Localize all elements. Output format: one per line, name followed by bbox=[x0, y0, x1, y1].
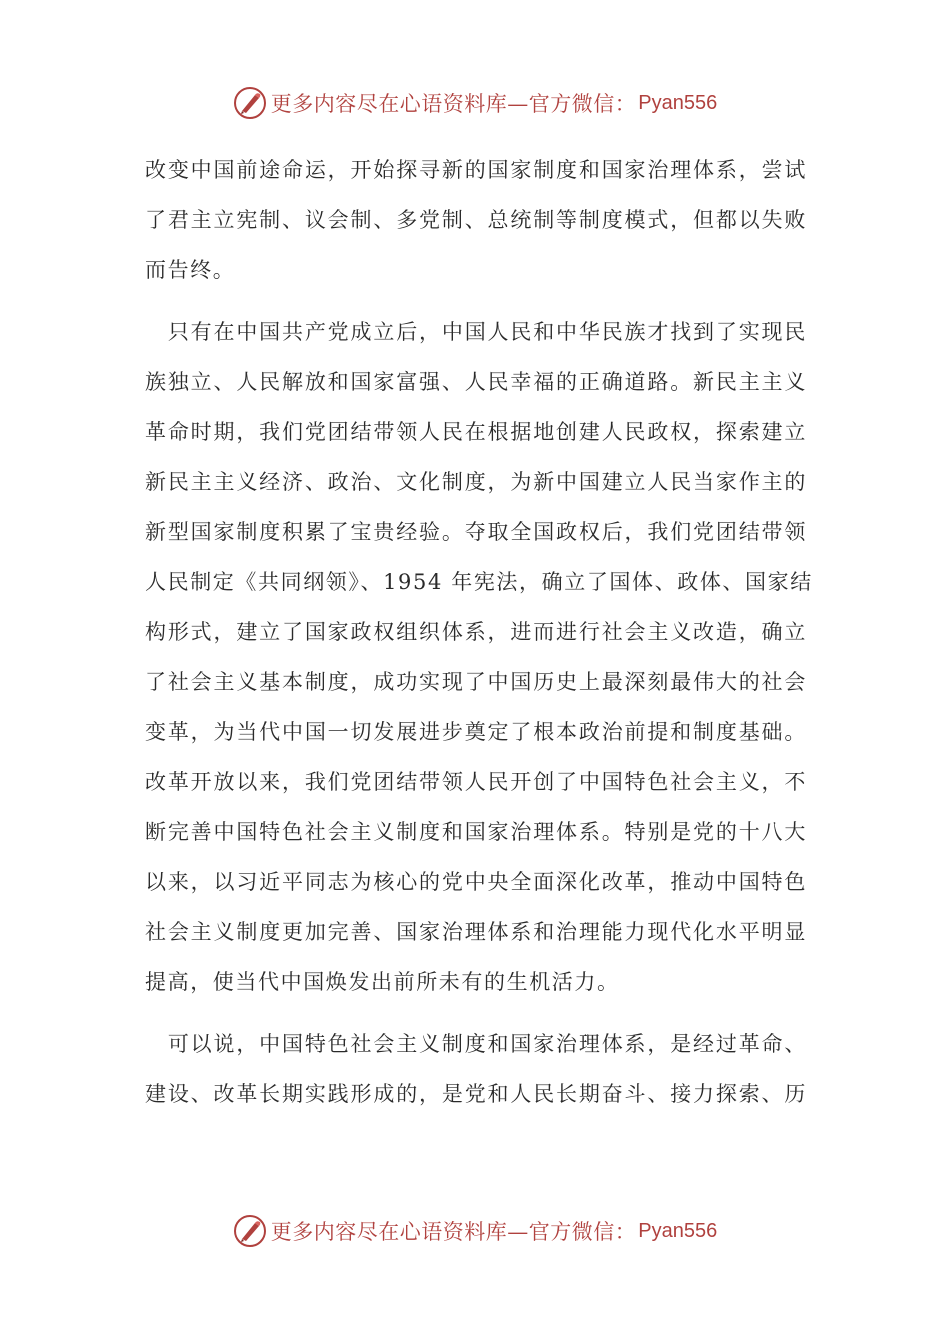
footer-brand-text: 更多内容尽在心语资料库—官方微信： bbox=[270, 1220, 637, 1244]
footer-banner bbox=[0, 1211, 950, 1251]
text-line: 只有在中国共产党成立后，中国人民和中华民族才找到了实现民 bbox=[145, 320, 807, 344]
text-line: 新民主主义经济、政治、文化制度，为新中国建立人民当家作主的 bbox=[145, 470, 807, 494]
header-wechat-id: Pyan556 bbox=[638, 91, 718, 114]
text-line: 建设、改革长期实践形成的，是党和人民长期奋斗、接力探索、历 bbox=[145, 1082, 807, 1106]
paragraph-1 bbox=[145, 145, 807, 295]
text-line: 变革，为当代中国一切发展进步奠定了根本政治前提和制度基础。 bbox=[145, 720, 807, 744]
text-line: 新型国家制度积累了宝贵经验。夺取全国政权后，我们党团结带领 bbox=[145, 520, 807, 544]
text-line: 改革开放以来，我们党团结带领人民开创了中国特色社会主义，不 bbox=[145, 770, 807, 794]
header-banner bbox=[0, 83, 950, 123]
header-brand-text: 更多内容尽在心语资料库—官方微信： bbox=[270, 92, 637, 116]
text-line: 社会主义制度更加完善、国家治理体系和治理能力现代化水平明显 bbox=[145, 920, 807, 944]
text-line: 断完善中国特色社会主义制度和国家治理体系。特别是党的十八大 bbox=[145, 820, 807, 844]
pen-logo-icon bbox=[233, 1214, 267, 1248]
document-body bbox=[145, 145, 813, 1119]
pen-logo-icon bbox=[233, 86, 267, 120]
paragraph-2 bbox=[145, 307, 813, 1007]
text-line: 构形式，建立了国家政权组织体系，进而进行社会主义改造，确立 bbox=[145, 620, 807, 644]
text-line: 改变中国前途命运，开始探寻新的国家制度和国家治理体系，尝试 bbox=[145, 158, 807, 182]
text-line: 以来，以习近平同志为核心的党中央全面深化改革，推动中国特色 bbox=[145, 870, 807, 894]
text-line: 了君主立宪制、议会制、多党制、总统制等制度模式，但都以失败 bbox=[145, 208, 807, 232]
text-line: 而告终。 bbox=[145, 258, 236, 282]
text-line: 可以说，中国特色社会主义制度和国家治理体系，是经过革命、 bbox=[145, 1032, 807, 1056]
text-line: 革命时期，我们党团结带领人民在根据地创建人民政权，探索建立 bbox=[145, 420, 807, 444]
text-line: 人民制定《共同纲领》、1954 年宪法，确立了国体、政体、国家结 bbox=[145, 570, 813, 594]
text-line: 提高，使当代中国焕发出前所未有的生机活力。 bbox=[145, 970, 620, 994]
text-line: 了社会主义基本制度，成功实现了中国历史上最深刻最伟大的社会 bbox=[145, 670, 807, 694]
footer-wechat-id: Pyan556 bbox=[638, 1219, 718, 1242]
text-line: 族独立、人民解放和国家富强、人民幸福的正确道路。新民主主义 bbox=[145, 370, 807, 394]
paragraph-3 bbox=[145, 1019, 807, 1119]
